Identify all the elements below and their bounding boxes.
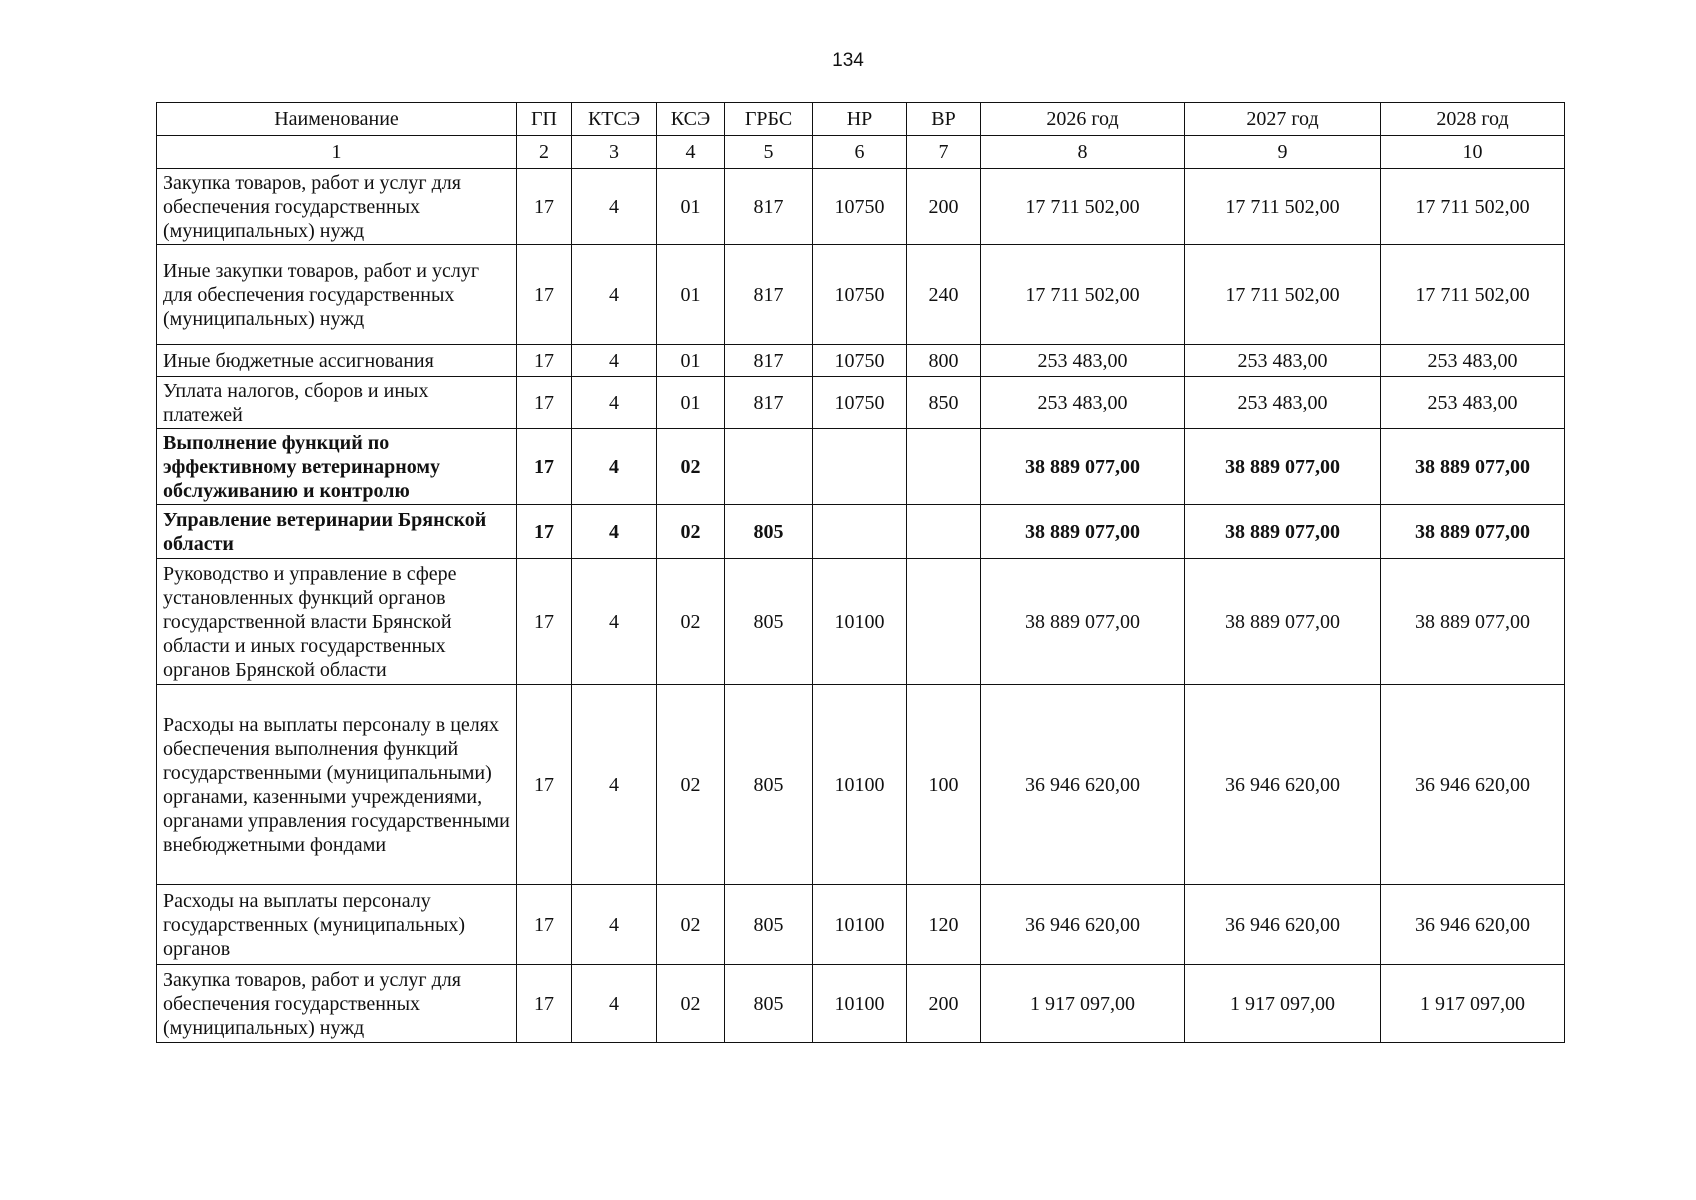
- row-amount-2027: 253 483,00: [1185, 345, 1381, 377]
- header-ktse: КТСЭ: [572, 103, 657, 136]
- row-ktse: 4: [572, 429, 657, 505]
- row-amount-2028: 36 946 620,00: [1381, 685, 1565, 885]
- row-amount-2026: 38 889 077,00: [981, 429, 1185, 505]
- row-kse: 02: [657, 505, 725, 559]
- row-gp: 17: [517, 559, 572, 685]
- row-nr: 10100: [813, 685, 907, 885]
- table-row: [157, 169, 1565, 245]
- row-gp: 17: [517, 169, 572, 245]
- row-ktse: 4: [572, 169, 657, 245]
- row-name: Иные бюджетные ассигнования: [157, 345, 517, 377]
- row-name: Расходы на выплаты персоналу в целях обеспечения выполнения функций государственными (муниципальными) органами, казенными учреждениями, органами управления государственными внебюджетными фондами: [157, 685, 517, 885]
- table-row: [157, 965, 1565, 1043]
- column-number: 1: [157, 136, 517, 169]
- row-kse: 02: [657, 965, 725, 1043]
- row-vr: 850: [907, 377, 981, 429]
- column-number: 4: [657, 136, 725, 169]
- header-row: [157, 103, 1565, 136]
- row-amount-2026: 17 711 502,00: [981, 169, 1185, 245]
- row-amount-2027: 1 917 097,00: [1185, 965, 1381, 1043]
- row-amount-2026: 38 889 077,00: [981, 505, 1185, 559]
- header-name: Наименование: [157, 103, 517, 136]
- row-amount-2027: 253 483,00: [1185, 377, 1381, 429]
- row-nr: 10100: [813, 965, 907, 1043]
- header-vr: ВР: [907, 103, 981, 136]
- row-nr: 10750: [813, 345, 907, 377]
- row-amount-2028: 38 889 077,00: [1381, 559, 1565, 685]
- row-nr: 10750: [813, 245, 907, 345]
- table-row: [157, 377, 1565, 429]
- row-nr: 10750: [813, 169, 907, 245]
- row-kse: 02: [657, 885, 725, 965]
- row-gp: 17: [517, 377, 572, 429]
- row-amount-2028: 253 483,00: [1381, 345, 1565, 377]
- row-name: Иные закупки товаров, работ и услуг для обеспечения государственных (муниципальных) нужд: [157, 245, 517, 345]
- page-number: 134: [832, 50, 864, 71]
- row-vr: [907, 505, 981, 559]
- row-amount-2026: 36 946 620,00: [981, 685, 1185, 885]
- table-row: [157, 685, 1565, 885]
- header-nr: НР: [813, 103, 907, 136]
- column-number: 6: [813, 136, 907, 169]
- row-amount-2027: 38 889 077,00: [1185, 559, 1381, 685]
- row-nr: 10100: [813, 559, 907, 685]
- row-vr: [907, 429, 981, 505]
- row-name: Выполнение функций по эффективному ветеринарному обслуживанию и контролю: [157, 429, 517, 505]
- row-gp: 17: [517, 965, 572, 1043]
- row-gp: 17: [517, 245, 572, 345]
- row-name: Руководство и управление в сфере установленных функций органов государственной власти Брянской области и иных государственных органов Брянской области: [157, 559, 517, 685]
- row-grbs: 805: [725, 559, 813, 685]
- row-grbs: 805: [725, 685, 813, 885]
- row-ktse: 4: [572, 345, 657, 377]
- row-amount-2026: 17 711 502,00: [981, 245, 1185, 345]
- row-ktse: 4: [572, 685, 657, 885]
- row-ktse: 4: [572, 505, 657, 559]
- row-grbs: 805: [725, 505, 813, 559]
- row-nr: 10750: [813, 377, 907, 429]
- table-row: [157, 245, 1565, 345]
- row-amount-2028: 38 889 077,00: [1381, 429, 1565, 505]
- header-2028: 2028 год: [1381, 103, 1565, 136]
- row-amount-2028: 17 711 502,00: [1381, 245, 1565, 345]
- row-gp: 17: [517, 885, 572, 965]
- row-amount-2027: 36 946 620,00: [1185, 685, 1381, 885]
- row-ktse: 4: [572, 965, 657, 1043]
- table-row: [157, 559, 1565, 685]
- table-row-bold: [157, 429, 1565, 505]
- row-name: Уплата налогов, сборов и иных платежей: [157, 377, 517, 429]
- row-grbs: 817: [725, 345, 813, 377]
- row-amount-2028: 38 889 077,00: [1381, 505, 1565, 559]
- table-row-bold: [157, 505, 1565, 559]
- row-grbs: 805: [725, 965, 813, 1043]
- row-kse: 01: [657, 345, 725, 377]
- row-name: Закупка товаров, работ и услуг для обеспечения государственных (муниципальных) нужд: [157, 169, 517, 245]
- column-number: 9: [1185, 136, 1381, 169]
- column-number: 5: [725, 136, 813, 169]
- row-name: Расходы на выплаты персоналу государственных (муниципальных) органов: [157, 885, 517, 965]
- table-row: [157, 345, 1565, 377]
- row-ktse: 4: [572, 559, 657, 685]
- row-amount-2027: 17 711 502,00: [1185, 169, 1381, 245]
- row-amount-2026: 253 483,00: [981, 345, 1185, 377]
- row-vr: 120: [907, 885, 981, 965]
- row-kse: 02: [657, 685, 725, 885]
- row-ktse: 4: [572, 245, 657, 345]
- column-number: 10: [1381, 136, 1565, 169]
- header-grbs: ГРБС: [725, 103, 813, 136]
- row-vr: 200: [907, 169, 981, 245]
- header-gp: ГП: [517, 103, 572, 136]
- row-kse: 01: [657, 377, 725, 429]
- row-amount-2027: 38 889 077,00: [1185, 505, 1381, 559]
- row-name: Управление ветеринарии Брянской области: [157, 505, 517, 559]
- row-amount-2026: 36 946 620,00: [981, 885, 1185, 965]
- row-gp: 17: [517, 685, 572, 885]
- row-amount-2026: 38 889 077,00: [981, 559, 1185, 685]
- header-2027: 2027 год: [1185, 103, 1381, 136]
- row-amount-2028: 36 946 620,00: [1381, 885, 1565, 965]
- column-number: 8: [981, 136, 1185, 169]
- row-nr: [813, 429, 907, 505]
- column-number: 3: [572, 136, 657, 169]
- row-kse: 02: [657, 429, 725, 505]
- row-grbs: 817: [725, 377, 813, 429]
- row-amount-2028: 1 917 097,00: [1381, 965, 1565, 1043]
- row-vr: 240: [907, 245, 981, 345]
- row-nr: [813, 505, 907, 559]
- row-vr: 200: [907, 965, 981, 1043]
- row-vr: 100: [907, 685, 981, 885]
- budget-table: [156, 102, 1565, 1043]
- row-amount-2027: 17 711 502,00: [1185, 245, 1381, 345]
- row-amount-2026: 1 917 097,00: [981, 965, 1185, 1043]
- row-kse: 01: [657, 245, 725, 345]
- row-ktse: 4: [572, 885, 657, 965]
- row-kse: 01: [657, 169, 725, 245]
- row-amount-2027: 36 946 620,00: [1185, 885, 1381, 965]
- row-gp: 17: [517, 429, 572, 505]
- row-grbs: 817: [725, 169, 813, 245]
- row-amount-2026: 253 483,00: [981, 377, 1185, 429]
- row-gp: 17: [517, 345, 572, 377]
- column-number: 2: [517, 136, 572, 169]
- header-kse: КСЭ: [657, 103, 725, 136]
- table-row: [157, 885, 1565, 965]
- header-2026: 2026 год: [981, 103, 1185, 136]
- row-kse: 02: [657, 559, 725, 685]
- column-number: 7: [907, 136, 981, 169]
- row-nr: 10100: [813, 885, 907, 965]
- row-grbs: 805: [725, 885, 813, 965]
- row-vr: [907, 559, 981, 685]
- row-gp: 17: [517, 505, 572, 559]
- column-numbers-row: [157, 136, 1565, 169]
- row-amount-2028: 253 483,00: [1381, 377, 1565, 429]
- row-grbs: 817: [725, 245, 813, 345]
- row-vr: 800: [907, 345, 981, 377]
- row-grbs: [725, 429, 813, 505]
- row-amount-2028: 17 711 502,00: [1381, 169, 1565, 245]
- row-ktse: 4: [572, 377, 657, 429]
- row-name: Закупка товаров, работ и услуг для обеспечения государственных (муниципальных) нужд: [157, 965, 517, 1043]
- row-amount-2027: 38 889 077,00: [1185, 429, 1381, 505]
